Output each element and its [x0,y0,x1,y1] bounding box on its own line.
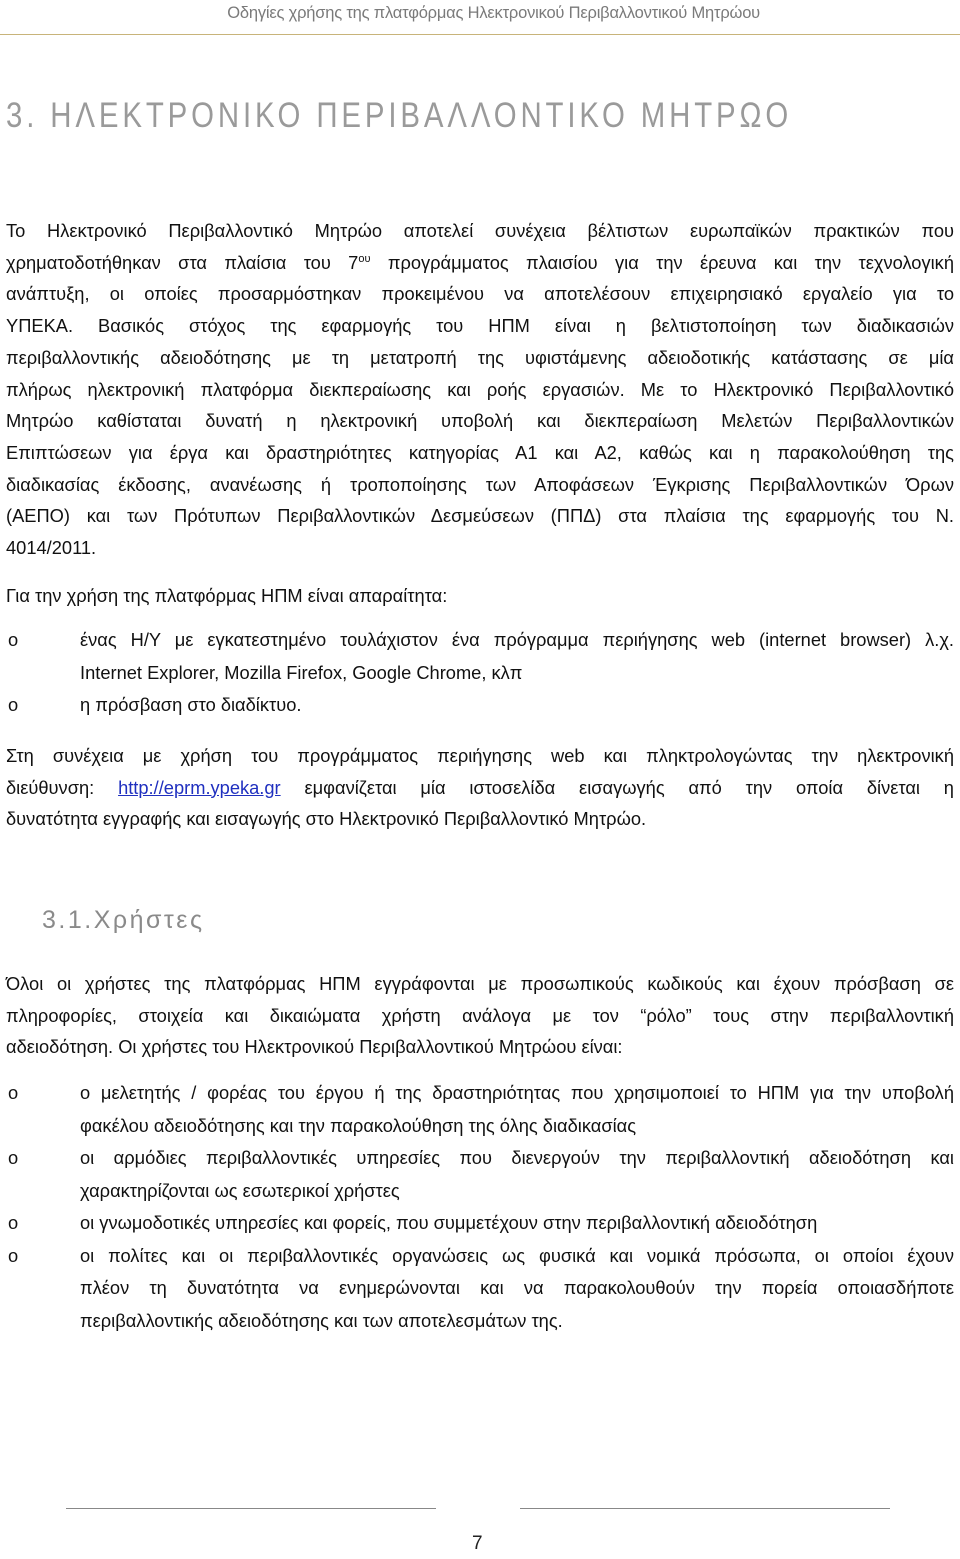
paragraph-line: αδειοδότηση. Οι χρήστες του Ηλεκτρονικού Περιβαλλοντικού Μητρώου είναι: [6,1036,623,1058]
list-item-line: οι πολίτες και οι περιβαλλοντικές οργανώσεις ως φυσικά και νομικά πρόσωπα, οι οποίοι έχουν [80,1244,954,1266]
users-intro-paragraph [6,968,954,1063]
paragraph-line: διαδικασίας έκδοσης, ανανέωσης ή τροποποίησης των Αποφάσεων Έγκρισης Περιβαλλοντικών Όρων [6,473,954,495]
list-item-line: χαρακτηρίζονται ως εσωτερικοί χρήστες [80,1179,400,1201]
list-item-line: οι γνωμοδοτικές υπηρεσίες και φορείς, που συμμετέχουν στην περιβαλλοντική αδειοδότηση [80,1212,818,1233]
header-rule [0,34,960,35]
paragraph-line: Όλοι οι χρήστες της πλατφόρμας ΗΠΜ εγγράφονται με προσωπικούς κωδικούς και έχουν πρόσβαση σε [6,973,954,994]
paragraph-line [6,772,954,804]
line-segment: εμφανίζεται μία ιστοσελίδα εισαγωγής από την οποία δίνεται η [304,776,954,798]
bullet-marker: o [8,1082,19,1103]
list-item-line: φακέλου αδειοδότησης και την παρακολούθηση της όλης διαδικασίας [80,1114,637,1136]
footer-rule [66,1508,436,1509]
subsection-heading: 3.1.Χρήστες [42,906,205,934]
access-paragraph [6,740,954,835]
list-item-line: οι αρμόδιες περιβαλλοντικές υπηρεσίες που διενεργούν την περιβαλλοντική αδειοδότηση και [80,1147,954,1168]
intro-paragraph [6,215,954,564]
bullet-marker: o [8,629,19,650]
paragraph-line: Επιπτώσεων για έργα και δραστηριότητες κατηγορίας Α1 και Α2, καθώς και η παρακολούθηση της [6,441,954,463]
paragraph-line: πληροφορίες, στοιχεία και δικαιώματα χρήστη ανάλογα με τον “ρόλο” τους στην περιβαλλοντική [6,1004,954,1026]
list-item [6,1142,954,1207]
superscript: ου [358,252,371,265]
paragraph-line: περιβαλλοντικής αδειοδότησης με τη μετατροπή της υφιστάμενης αδειοδοτικής κατάστασης σε μία [6,346,954,368]
list-item-line: η πρόσβαση στο διαδίκτυο. [80,694,302,715]
paragraph-line: (ΑΕΠΟ) και των Πρότυπων Περιβαλλοντικών Δεσμεύσεων (ΠΠΔ) στα πλαίσια της εφαρμογής του Ν. [6,505,954,527]
paragraph-line: Για την χρήση της πλατφόρμας ΗΠΜ είναι απαραίτητα: [6,585,448,606]
paragraph-line: Το Ηλεκτρονικό Περιβαλλοντικό Μητρώο αποτελεί συνέχεια βέλτιστων ευρωπαϊκών πρακτικών που [6,220,954,241]
list-item [6,624,954,689]
list-item [6,689,954,722]
eprm-link[interactable]: http://eprm.ypeka.gr [118,776,281,798]
page-number: 7 [472,1533,483,1554]
paragraph-line [6,247,954,279]
paragraph-line: ανάπτυξη, οι οποίες προσαρμόστηκαν προκειμένου να αποτελέσουν επιχειρησιακό εργαλείο για το [6,283,954,305]
list-item [6,1240,954,1338]
list-item-line: Internet Explorer, Mozilla Firefox, Google Chrome, κλπ [80,661,523,683]
paragraph-line: ΥΠΕΚΑ. Βασικός στόχος της εφαρμογής του ΗΠΜ είναι η βελτιστοποίηση των διαδικασιών [6,315,954,337]
bullet-marker: o [8,1212,19,1233]
users-list [6,1077,954,1337]
paragraph-line: δυνατότητα εγγραφής και εισαγωγής στο Ηλεκτρονικό Περιβαλλοντικό Μητρώο. [6,808,647,830]
list-item-line: περιβαλλοντικής αδειοδότησης και των αποτελεσμάτων της. [80,1309,563,1331]
bullet-marker: o [8,1147,19,1168]
list-item [6,1207,954,1240]
list-item-line: ο μελετητής / φορέας του έργου ή της δραστηριότητας που χρησιμοποιεί το ΗΠΜ για την υποβολή [80,1082,954,1103]
line-segment: χρηματοδοτήθηκαν στα πλαίσια του 7 [6,251,359,273]
paragraph-line: Μητρώο καθίσταται δυνατή η ηλεκτρονική υποβολή και διεκπεραίωση Μελετών Περιβαλλοντικών [6,410,954,432]
list-item-line: πλέον τη δυνατότητα να ενημερώνονται και να παρακολουθούν την πορεία οποιασδήποτε [80,1277,954,1298]
paragraph-line: Στη συνέχεια με χρήση του προγράμματος περιήγησης web και πληκτρολογώντας την ηλεκτρονική [6,745,954,766]
running-header: Οδηγίες χρήσης της πλατφόρμας Ηλεκτρονικού Περιβαλλοντικού Μητρώου [227,4,760,22]
requirements-intro [6,580,954,612]
paragraph-line: 4014/2011. [6,537,97,559]
section-heading: 3. ΗΛΕΚΤΡΟΝΙΚΟ ΠΕΡΙΒΑΛΛΟΝΤΙΚΟ ΜΗΤΡΩΟ [6,96,793,135]
line-segment: διεύθυνση: [6,776,95,798]
line-segment: προγράμματος πλαισίου για την έρευνα και την τεχνολογική [370,251,954,273]
requirements-list [6,624,954,722]
paragraph-line: πλήρως ηλεκτρονική πλατφόρμα διεκπεραίωσης και ροής εργασιών. Με το Ηλεκτρονικό Περιβαλλοντικό [6,378,954,400]
footer-rule [520,1508,890,1509]
list-item [6,1077,954,1142]
bullet-marker: o [8,694,19,715]
bullet-marker: o [8,1244,19,1266]
list-item-line: ένας Η/Υ με εγκατεστημένο τουλάχιστον ένα πρόγραμμα περιήγησης web (internet browser) λ.χ. [80,629,954,650]
